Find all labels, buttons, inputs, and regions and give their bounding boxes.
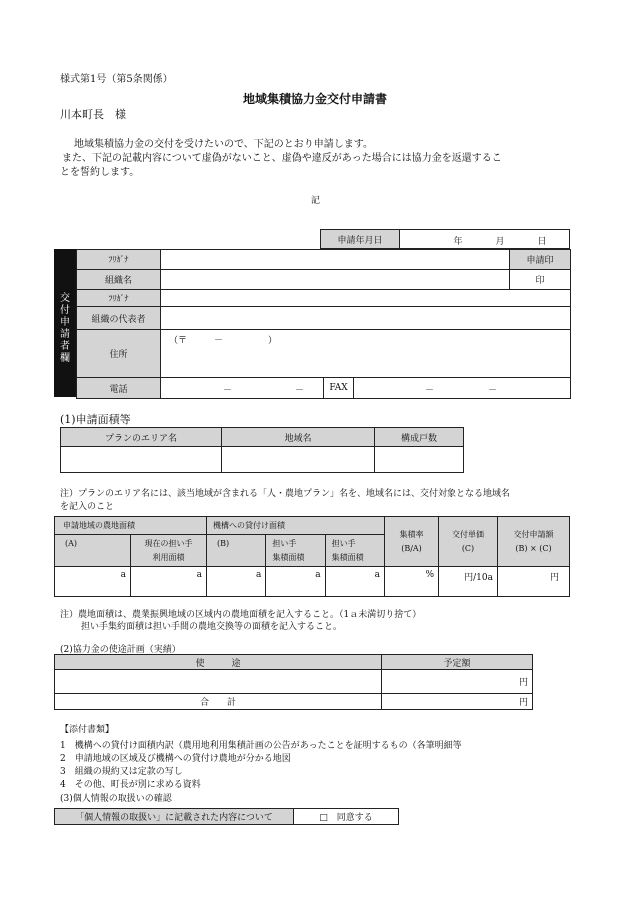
section3-heading: (3)個人情報の取扱いの確認 — [60, 794, 172, 804]
fax-label: FAX — [323, 378, 354, 398]
current-user-value-cell[interactable]: a — [131, 567, 207, 597]
stamp-header: 申請印 — [510, 250, 571, 270]
month-label: 月 — [495, 236, 505, 247]
loan-header: 機構への貸付け面積 — [207, 517, 385, 535]
b-label: (B) — [207, 535, 266, 567]
furigana-label-1: ﾌﾘｶﾞﾅ — [77, 250, 161, 270]
area-detail-table — [54, 516, 570, 597]
bearer-area-value-2[interactable]: a — [325, 567, 384, 597]
addressee: 川本町長 様 — [60, 108, 126, 121]
section1-note-2: を記入のこと — [60, 502, 115, 512]
attachment-item-4: 4 その他、町長が別に求める資料 — [60, 780, 201, 790]
households-cell[interactable] — [375, 447, 464, 473]
section1-note-1: 注）プランのエリア名には、該当地域が含まれる「人・農地プラン」名を、地域名には、交付対象となる地域名 — [60, 489, 511, 499]
applicant-side-label: 交付申請者欄 — [60, 293, 70, 364]
bearer-area-value-1[interactable]: a — [266, 567, 325, 597]
phone-label: 電話 — [77, 378, 161, 399]
total-amount-cell[interactable]: 円 — [382, 694, 533, 710]
section2-heading: (2)協力金の使途計画（実績） — [60, 645, 181, 655]
year-label: 年 — [453, 236, 463, 247]
usage-plan-table — [54, 654, 533, 710]
attachment-item-3: 3 組織の規約又は定款の写し — [60, 767, 183, 777]
representative-field[interactable] — [161, 307, 571, 330]
org-furigana-field[interactable] — [161, 250, 510, 270]
b-value-cell[interactable]: a — [207, 567, 266, 597]
org-name-label: 組織名 — [77, 270, 161, 290]
col-planned-amount: 予定額 — [382, 655, 533, 670]
date-label: 申請年月日 — [321, 230, 400, 249]
unit-price-header: 交付単価 (C) — [439, 517, 498, 567]
ratio-header: 集積率 (B/A) — [385, 517, 439, 567]
agree-checkbox[interactable]: □ 同意する — [294, 809, 399, 825]
a-label: (A) — [55, 535, 131, 567]
col-households: 構成戸数 — [375, 428, 464, 447]
furigana-label-2: ﾌﾘｶﾞﾅ — [77, 290, 161, 307]
phone-fax-row — [161, 378, 571, 399]
bearer-area-header-2: 担い手 集積面積 — [325, 535, 384, 567]
amount-header: 交付申請額 (B) × (C) — [498, 517, 570, 567]
intro-line-1: 地域集積協力金の交付を受けたいので、下記のとおり申請します。 — [74, 139, 373, 150]
intro-line-2: また、下記の記載内容について虚偽がないこと、虚偽や違反があった場合には協力金を返還するこ — [62, 153, 502, 164]
region-cell[interactable] — [222, 447, 375, 473]
org-name-field[interactable] — [161, 270, 510, 290]
privacy-table — [54, 808, 399, 825]
planned-amount-cell[interactable]: 円 — [382, 670, 533, 694]
col-use: 使 途 — [55, 655, 382, 670]
applicant-table — [76, 249, 571, 399]
stamp-mark: 印 — [510, 270, 571, 290]
notes2-line-2: 担い手集約面積は担い手間の農地交換等の面積を記入すること。 — [81, 622, 343, 632]
ratio-value-cell[interactable]: % — [385, 567, 439, 597]
postal-code-format: （〒 － ） — [169, 336, 278, 346]
bearer-area-header-1: 担い手 集積面積 — [266, 535, 325, 567]
use-cell[interactable] — [55, 670, 382, 694]
applicant-side-bar — [54, 249, 76, 397]
farmland-header: 申請地域の農地面積 — [55, 517, 207, 535]
total-label: 合 計 — [55, 694, 382, 710]
privacy-label: 「個人情報の取扱い」に記載された内容について — [55, 809, 294, 825]
notes2-line-1: 注）農地面積は、農業振興地域の区域内の農地面積を記入すること。（1ａ未満切り捨て） — [60, 610, 422, 620]
current-user-header: 現在の担い手 利用面積 — [131, 535, 207, 567]
unit-price-value-cell[interactable]: 円/10a — [439, 567, 498, 597]
attachments-heading: 【添付書類】 — [60, 725, 115, 735]
rep-furigana-field[interactable] — [161, 290, 571, 307]
area-name-cell[interactable] — [61, 447, 222, 473]
document-title: 地域集積協力金交付申請書 — [242, 92, 387, 106]
intro-line-3: とを誓約します。 — [60, 167, 140, 178]
section1-heading: (1)申請面積等 — [60, 413, 131, 426]
representative-label: 組織の代表者 — [77, 307, 161, 330]
date-field[interactable] — [400, 230, 570, 249]
col-region: 地域名 — [222, 428, 375, 447]
day-label: 日 — [537, 236, 547, 247]
attachment-item-1: 1 機構への貸付け面積内訳（農用地利用集積計画の公告があったことを証明するもの（各筆明細等 — [60, 741, 462, 751]
address-field[interactable] — [161, 330, 571, 378]
phone-format[interactable]: － － — [223, 386, 305, 396]
form-number: 様式第1号（第5条関係） — [60, 74, 173, 85]
attachment-item-2: 2 申請地域の区域及び機構への貸付け農地が分かる地図 — [60, 754, 291, 764]
amount-value-cell[interactable]: 円 — [498, 567, 570, 597]
col-area-name: プランのエリア名 — [61, 428, 222, 447]
date-table — [320, 229, 570, 249]
ki-mark: 記 — [311, 196, 321, 206]
area-name-table — [60, 427, 464, 473]
fax-format[interactable]: － － — [425, 386, 498, 396]
address-label: 住所 — [77, 330, 161, 378]
a-value-cell[interactable]: a — [55, 567, 131, 597]
